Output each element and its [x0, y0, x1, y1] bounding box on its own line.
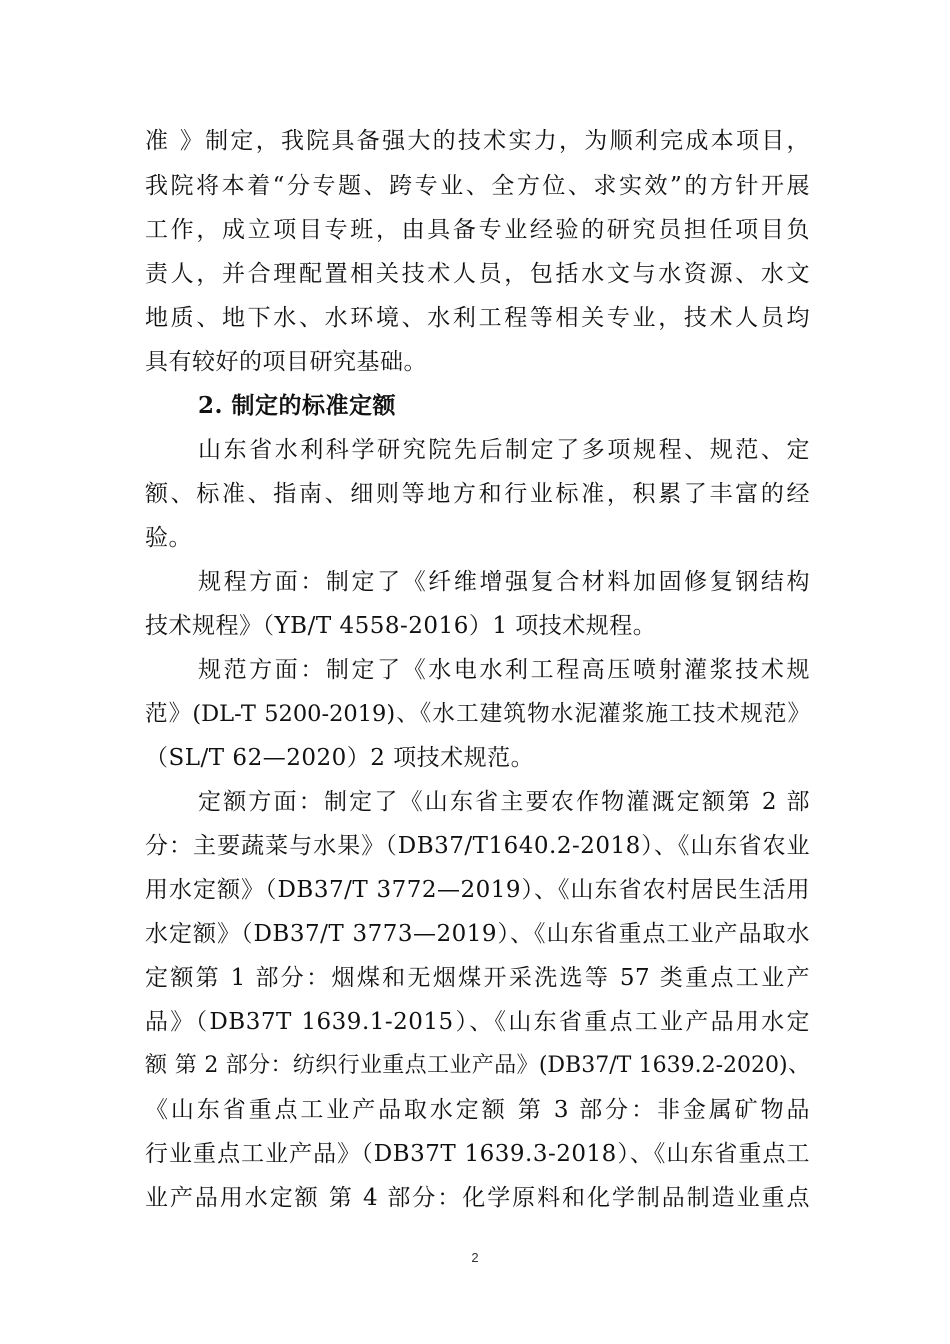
text-line: 地质、地下水、水环境、水利工程等相关专业，技术人员均	[145, 305, 810, 331]
text-line: 范》(DL-T 5200-2019)、《水工建筑物水泥灌浆施工技术规范》	[145, 701, 810, 727]
page-number: 2	[471, 1250, 479, 1265]
text-line: 额、标准、指南、细则等地方和行业标准，积累了丰富的经	[145, 481, 810, 507]
text-line: 规程方面：制定了《纤维增强复合材料加固修复钢结构	[198, 569, 810, 595]
text-line: 品》（DB37T 1639.1-2015）、《山东省重点工业产品用水定	[145, 1009, 810, 1035]
text-line: 规范方面：制定了《水电水利工程高压喷射灌浆技术规	[198, 657, 810, 683]
text-line: 业产品用水定额 第 4 部分：化学原料和化学制品制造业重点	[145, 1185, 810, 1211]
text-line: 我院将本着“分专题、跨专业、全方位、求实效”的方针开展	[145, 173, 810, 199]
text-line: 定额方面：制定了《山东省主要农作物灌溉定额第 2 部	[198, 789, 810, 815]
text-line: 行业重点工业产品》（DB37T 1639.3-2018）、《山东省重点工	[145, 1141, 810, 1167]
text-line: 分：主要蔬菜与水果》（DB37/T1640.2-2018）、《山东省农业	[145, 833, 810, 859]
text-line: （SL/T 62—2020）2 项技术规范。	[145, 745, 535, 771]
text-line: 准 》制定，我院具备强大的技术实力，为顺利完成本项目，	[145, 128, 810, 154]
text-line: 水定额》（DB37/T 3773—2019）、《山东省重点工业产品取水	[145, 921, 810, 947]
text-line: 定额第 1 部分：烟煤和无烟煤开采洗选等 57 类重点工业产	[145, 965, 810, 991]
text-line: 具有较好的项目研究基础。	[145, 349, 427, 375]
text-line: 额 第 2 部分：纺织行业重点工业产品》(DB37/T 1639.2-2020)、	[145, 1053, 810, 1078]
text-line: 工作，成立项目专班，由具备专业经验的研究员担任项目负	[145, 217, 810, 243]
section-heading: 2. 制定的标准定额	[198, 392, 397, 419]
text-line: 山东省水利科学研究院先后制定了多项规程、规范、定	[198, 437, 810, 463]
text-line: 验。	[145, 525, 192, 551]
text-line: 用水定额》（DB37/T 3772—2019）、《山东省农村居民生活用	[145, 877, 810, 903]
text-line: 技术规程》（YB/T 4558-2016）1 项技术规程。	[145, 613, 657, 639]
text-line: 《山东省重点工业产品取水定额 第 3 部分：非金属矿物品	[145, 1097, 810, 1123]
text-line: 责人，并合理配置相关技术人员，包括水文与水资源、水文	[145, 261, 810, 287]
